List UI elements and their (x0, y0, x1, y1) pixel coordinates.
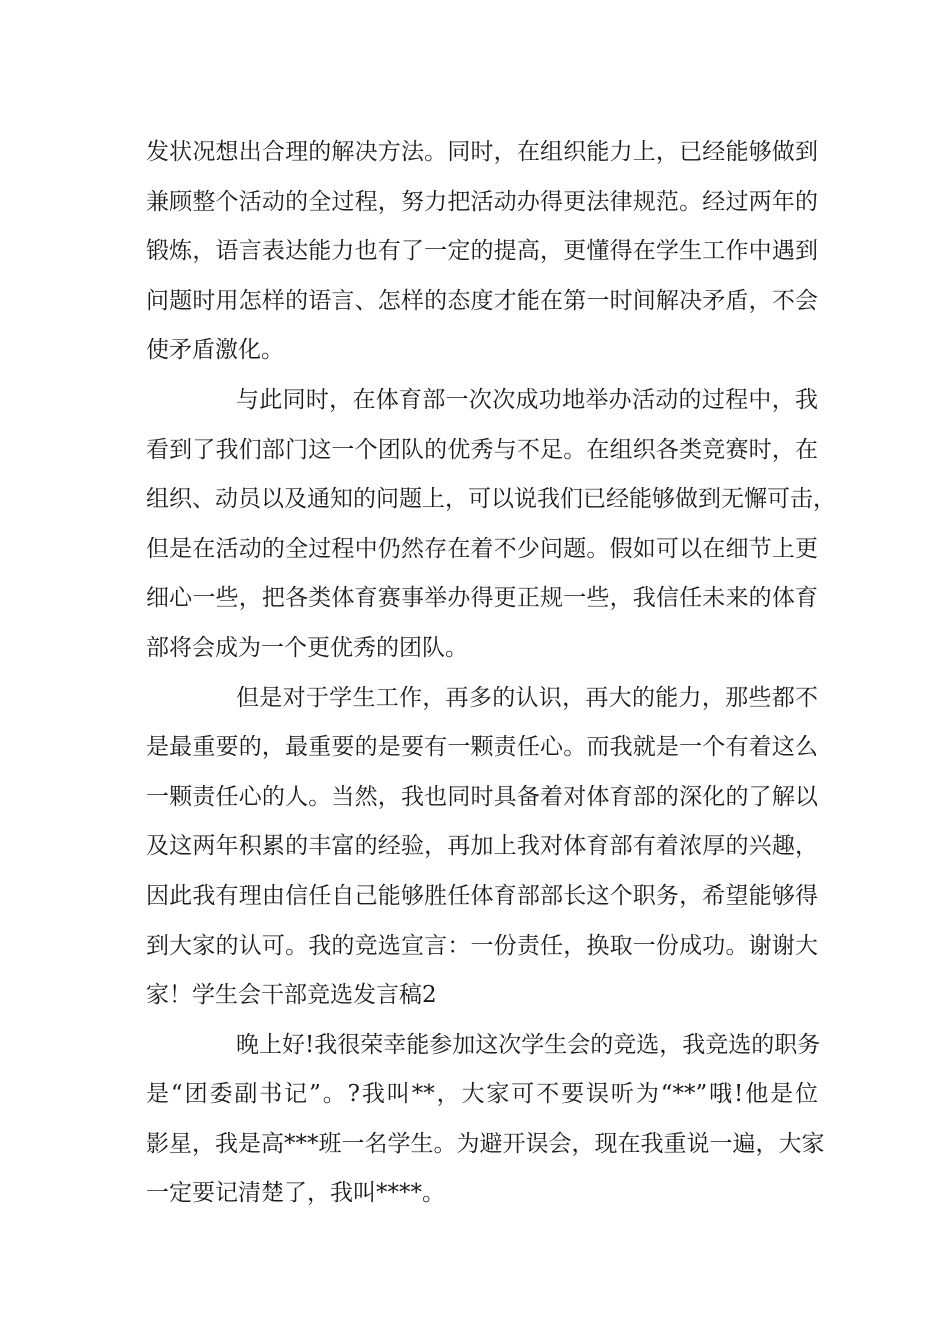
text-line: 部将会成为一个更优秀的团队。 (146, 634, 468, 661)
text-line: 晚上好!我很荣幸能参加这次学生会的竞选，我竞选的职务 (236, 1031, 821, 1058)
text-line: 到大家的认可。我的竞选宣言：一份责任，换取一份成功。谢谢大 (146, 932, 818, 959)
text-line: 发状况想出合理的解决方法。同时，在组织能力上，已经能够做到 (146, 139, 818, 165)
text-line: 兼顾整个活动的全过程，努力把活动办得更法律规范。经过两年的 (146, 188, 818, 215)
text-line: 与此同时，在体育部一次次成功地举办活动的过程中，我 (236, 386, 818, 413)
text-line: 是最重要的，最重要的是要有一颗责任心。而我就是一个有着这么 (146, 734, 818, 761)
document-body (146, 128, 836, 1219)
text-line: 一颗责任心的人。当然，我也同时具备着对体育部的深化的了解以 (146, 783, 818, 810)
text-line: 一定要记清楚了，我叫****。 (146, 1180, 445, 1207)
text-line: 但是在活动的全过程中仍然存在着不少问题。假如可以在细节上更 (146, 535, 818, 562)
text-line: 组织、动员以及通知的问题上，可以说我们已经能够做到无懈可击， (146, 486, 836, 513)
text-line: 看到了我们部门这一个团队的优秀与不足。在组织各类竞赛时，在 (146, 436, 818, 463)
text-line: 家！学生会干部竞选发言稿2 (146, 982, 437, 1009)
text-line: 细心一些，把各类体育赛事举办得更正规一些，我信任未来的体育 (146, 585, 818, 612)
text-line: 因此我有理由信任自己能够胜任体育部部长这个职务，希望能够得 (146, 882, 818, 909)
text-line: 使矛盾激化。 (146, 337, 284, 364)
text-line: 锻炼，语言表达能力也有了一定的提高，更懂得在学生工作中遇到 (146, 238, 818, 265)
text-line: 问题时用怎样的语言、怎样的态度才能在第一时间解决矛盾，不会 (146, 287, 818, 314)
text-line: 是“团委副书记”。?我叫**，大家可不要误听为“**”哦!他是位 (146, 1081, 818, 1108)
text-line: 但是对于学生工作，再多的认识，再大的能力，那些都不 (236, 684, 818, 711)
text-line: 影星，我是高***班一名学生。为避开误会，现在我重说一遍，大家 (146, 1130, 825, 1157)
text-line: 及这两年积累的丰富的经验，再加上我对体育部有着浓厚的兴趣， (146, 833, 818, 860)
